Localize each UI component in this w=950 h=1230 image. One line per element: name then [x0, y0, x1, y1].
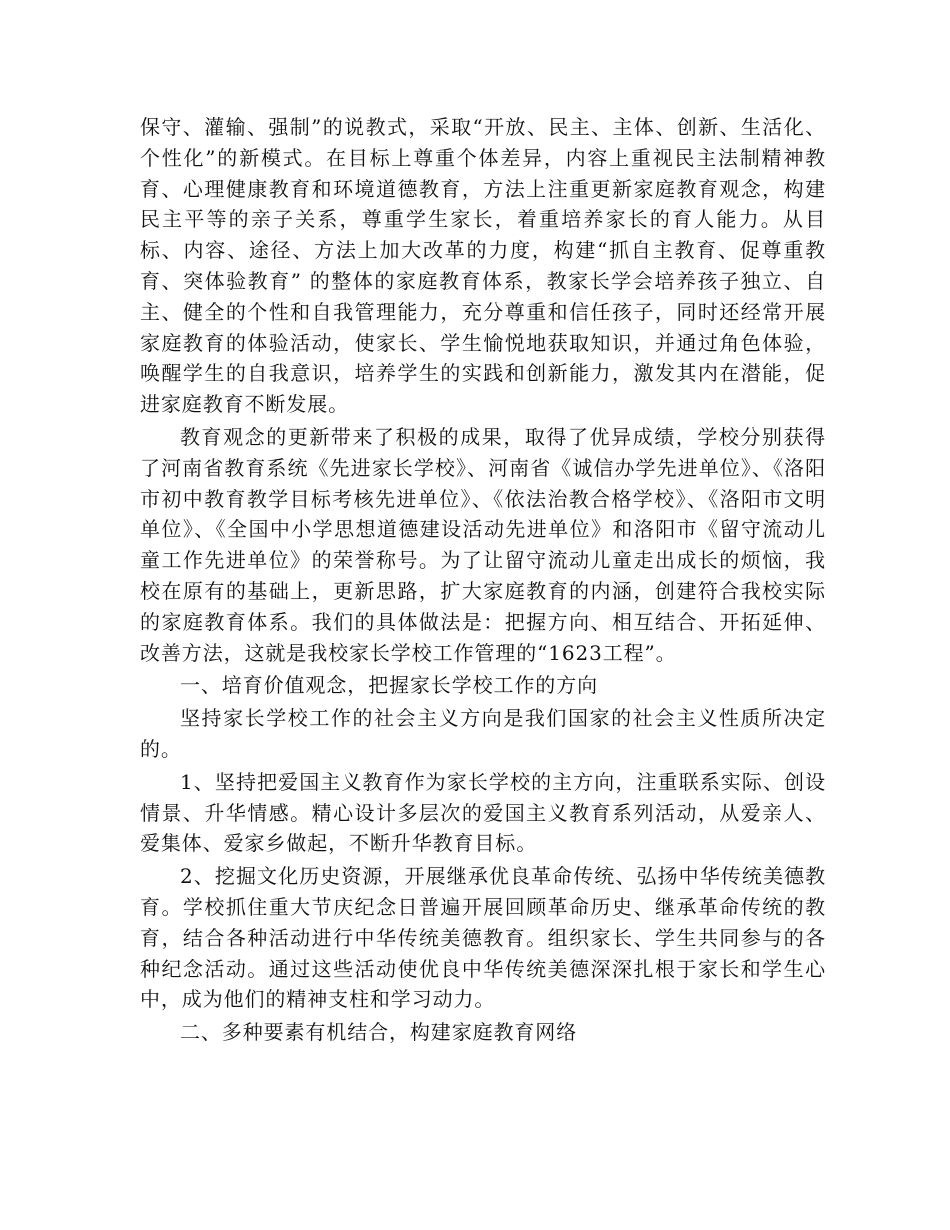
paragraph-achievements: 教育观念的更新带来了积极的成果，取得了优异成绩，学校分别获得了河南省教育系统《先进家长学校》、河南省《诚信办学先进单位》、《洛阳市初中教育教学目标考核先进单位》、《依法治教合格学校》、《洛阳市文明单位》、《全国中小学思想道德建设活动先进单位》和洛阳市《留守流动儿童工作先进单位》的荣誉称号。为了让留守流动儿童走出成长的烦恼，我校在原有的基础上，更新思路，扩大家庭教育的内涵，创建符合我校实际的家庭教育体系。我们的具体做法是：把握方向、相互结合、开拓延伸、改善方法，这就是我校家长学校工作管理的“1623工程”。 [140, 424, 826, 665]
document-body [140, 112, 826, 1050]
paragraph-item-2-culture-history: 2、挖掘文化历史资源，开展继承优良革命传统、弘扬中华传统美德教育。学校抓住重大节庆纪念日普遍开展回顾革命历史、继承革命传统的教育，结合各种活动进行中华传统美德教育。组织家长、学生共同参与的各种纪念活动。通过这些活动使优良中华传统美德深深扎根于家长和学生心中，成为他们的精神支柱和学习动力。 [140, 864, 826, 1012]
paragraph-item-1-patriotism: 1、坚持把爱国主义教育作为家长学校的主方向，注重联系实际、创设情景、升华情感。精心设计多层次的爱国主义教育系列活动，从爱亲人、爱集体、爱家乡做起，不断升华教育目标。 [140, 769, 826, 856]
paragraph-socialist-direction: 坚持家长学校工作的社会主义方向是我们国家的社会主义性质所决定的。 [140, 706, 826, 761]
paragraph-reform-model: 保守、灌输、强制”的说教式，采取“开放、民主、主体、创新、生活化、个性化”的新模式。在目标上尊重个体差异，内容上重视民主法制精神教育、心理健康教育和环境道德教育，方法上注重更新家庭教育观念，构建民主平等的亲子关系，尊重学生家长，着重培养家长的育人能力。从目标、内容、途径、方法上加大改革的力度，构建“抓自主教育、促尊重教育、突体验教育” 的整体的家庭教育体系，教家长学会培养孩子独立、自主、健全的个性和自我管理能力，充分尊重和信任孩子，同时还经常开展家庭教育的体验活动，使家长、学生愉悦地获取知识，并通过角色体验，唤醒学生的自我意识，培养学生的实践和创新能力，激发其内在潜能，促进家庭教育不断发展。 [140, 115, 826, 417]
section-heading-2: 二、多种要素有机结合，构建家庭教育网络 [180, 1020, 578, 1045]
section-heading-1: 一、培育价值观念，把握家长学校工作的方向 [180, 673, 598, 698]
